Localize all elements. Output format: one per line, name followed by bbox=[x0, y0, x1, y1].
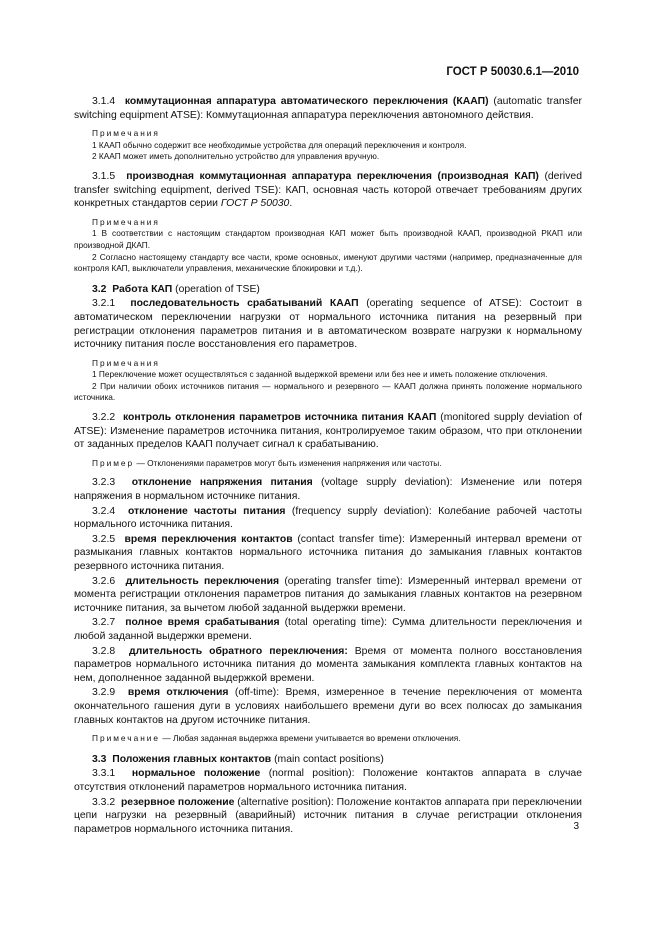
note-item: 2 КААП может иметь дополнительно устройство для управления вручную. bbox=[92, 151, 380, 162]
definition-3-2-4: 3.2.4 отклонение частоты питания (frequency supply deviation): Колебание рабочей частоты нормального источника питания. bbox=[74, 505, 582, 531]
notes-heading: Примечания bbox=[92, 357, 160, 368]
definition-3-2-8: 3.2.8 длительность обратного переключения: Время от момента полного восстановления параметров нормального источника питания до момента замыкания комплекта главных контактов на нем, дополненное заданной выдержкой времени. bbox=[74, 645, 582, 684]
document-code: ГОСТ Р 50030.6.1—2010 bbox=[446, 66, 579, 78]
page-number: 3 bbox=[573, 821, 579, 832]
section-3-3-heading: 3.3 Положения главных контактов (main contact positions) bbox=[92, 753, 384, 765]
term: время отключения bbox=[127, 687, 229, 699]
note-item: 1 КААП обычно содержит все необходимые устройства для операций переключения и контроля. bbox=[92, 139, 467, 150]
standard-reference: ГОСТ Р 50030 bbox=[220, 198, 290, 210]
definition-3-1-5: 3.1.5 производная коммутационная аппаратура переключения (производная КАП) (derived transfer switching equipment, derived TSE): КАП, основная часть которой отвечает требованиям других конкретных стандартов серии ГОСТ Р 50030. bbox=[74, 170, 582, 210]
term: время переключения контактов bbox=[124, 533, 293, 545]
definition-3-2-1: 3.2.1 последовательность срабатываний КААП (operating sequence of ATSE): Состоит в автоматическом переключении нагрузки от нормального источника питания на резервный при регистрации отклонения параметров питания и в автоматическом возврате нагрузки к нормальному источнику питания после восстановления его параметров. bbox=[74, 298, 582, 351]
note-item: 2 При наличии обоих источников питания — нормального и резервного — КААП должна принять положение нормального источника. bbox=[74, 380, 582, 403]
definition-3-2-7: 3.2.7 полное время срабатывания (total operating time): Сумма длительности переключения и любой заданной выдержки времени. bbox=[74, 617, 582, 642]
term: производная коммутационная аппаратура переключения (производная КАП) bbox=[126, 170, 539, 182]
definition-3-3-1: 3.3.1 нормальное положение (normal position): Положение контактов аппарата в случае отсутствия отклонений параметров нормального источника питания. bbox=[74, 768, 582, 793]
term: резервное положение bbox=[120, 796, 235, 808]
notes-heading: Примечания bbox=[92, 128, 160, 139]
note-item: 1 Переключение может осуществляться с заданной выдержкой времени или без нее и иметь положение отключения. bbox=[92, 369, 548, 380]
term: контроль отклонения параметров источника питания КААП bbox=[122, 412, 437, 424]
term: длительность обратного переключения: bbox=[129, 645, 348, 657]
definition-3-3-2: 3.3.2 резервное положение (alternative position): Положение контактов аппарата при переключении цепи нагрузки на резервный (аварийный) источник питания в случае регистрации отклонения параметров нормального источника питания. bbox=[74, 796, 582, 835]
term: отклонение частоты питания bbox=[127, 505, 286, 517]
term: последовательность срабатываний КААП bbox=[130, 298, 359, 310]
section-3-2-heading: 3.2 Работа КАП (operation of TSE) bbox=[92, 283, 260, 295]
term: полное время срабатывания bbox=[125, 617, 280, 629]
note-item: 2 Согласно настоящему стандарту все части, кроме основных, именуют другими частями (например, предназначенные для контроля КАП, выключатели управления, механические блокировки и т.д.). bbox=[74, 251, 582, 274]
term: нормальное положение bbox=[131, 768, 261, 780]
term: коммутационная аппаратура автоматического переключения (КААП) bbox=[124, 96, 489, 107]
definition-3-2-3: 3.2.3 отклонение напряжения питания (voltage supply deviation): Изменение или потеря напряжения в нормальном источнике питания. bbox=[74, 477, 582, 503]
notes-heading: Примечания bbox=[92, 216, 160, 227]
definition-3-1-4: 3.1.4 коммутационная аппаратура автоматического переключения (КААП) (automatic transfer switching equipment ATSE): Коммутационная аппаратура переключения автономного действия. bbox=[74, 96, 582, 121]
definition-3-2-2: 3.2.2 контроль отклонения параметров источника питания КААП (monitored supply deviation of ATSE): Изменение параметров источника питания, контролируемое таким образом, что при отклонении от заданных пределов КААП получает сигнал к срабатыванию. bbox=[74, 412, 582, 451]
example-note: Пример — Отклонениями параметров могут быть изменения напряжения или частоты. bbox=[92, 457, 442, 468]
definition-3-2-9: 3.2.9 время отключения (off-time): Время, измеренное в течение переключения от момента окончательного гашения дуги в условиях наибольшего времени дуги во всех полюсах до замыкания главных контактов на другом источнике питания. bbox=[74, 687, 582, 726]
definition-3-2-5: 3.2.5 время переключения контактов (contact transfer time): Измеренный интервал времени от размыкания главных контактов нормального источника питания до замыкания главных контактов резервного источника питания. bbox=[74, 533, 582, 572]
note-item: 1 В соответствии с настоящим стандартом производная КАП может быть производной КААП, производной РКАП или производной ДКАП. bbox=[74, 228, 582, 250]
document-body bbox=[74, 95, 582, 836]
definition-3-2-6: 3.2.6 длительность переключения (operating transfer time): Измеренный интервал времени от момента регистрации отклонения параметров питания до замыкания главных контактов на резервном источнике питания, за вычетом любой заданной выдержки времени. bbox=[74, 575, 582, 614]
term: отклонение напряжения питания bbox=[131, 477, 313, 489]
term: длительность переключения bbox=[125, 575, 280, 587]
note-single: Примечание — Любая заданная выдержка времени учитывается во времени отключения. bbox=[92, 733, 461, 744]
